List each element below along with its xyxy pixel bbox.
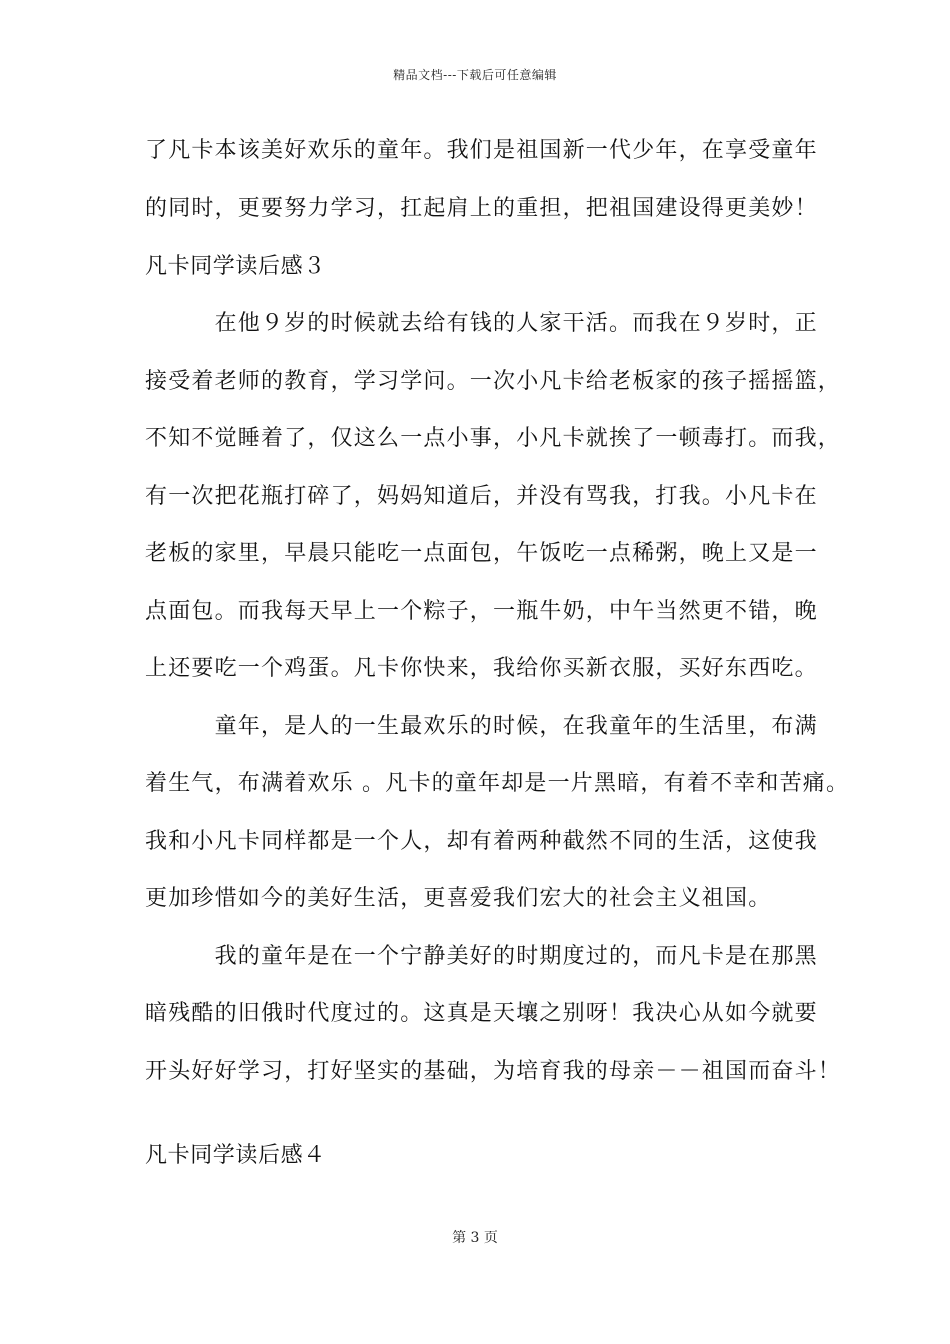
body-line: 不知不觉睡着了，仅这么一点小事，小凡卡就挨了一顿毒打。而我， [145,426,842,451]
body-line: 着生气，布满着欢乐 。凡卡的童年却是一片黑暗，有着不幸和苦痛。 [145,771,850,796]
body-line: 接受着老师的教育，学习学问。一次小凡卡给老板家的孩子摇摇篮， [145,369,842,394]
body-line: 的同时，更要努力学习，扛起肩上的重担，把祖国建设得更美妙！ [145,196,818,221]
body-line: 暗残酷的旧俄时代度过的。这真是天壤之别呀！我决心从如今就要 [145,1001,818,1026]
body-line: 开头好好学习，打好坚实的基础，为培育我的母亲－－祖国而奋斗！ [145,1059,842,1084]
page-header: 精品文档---下载后可任意编辑 [393,68,557,82]
body-line: 更加珍惜如今的美好生活，更喜爱我们宏大的社会主义祖国。 [145,886,772,911]
body-line: 点面包。而我每天早上一个粽子，一瓶牛奶，中午当然更不错，晚 [145,599,818,624]
body-line: 我和小凡卡同样都是一个人，却有着两种截然不同的生活，这使我 [145,829,818,854]
page-number: 第 3 页 [452,1230,498,1246]
section-heading: 凡卡同学读后感３ [145,254,326,279]
body-line: 在他９岁的时候就去给有钱的人家干活。而我在９岁时，正 [145,311,818,336]
body-line: 有一次把花瓶打碎了，妈妈知道后，并没有骂我，打我。小凡卡在 [145,484,818,509]
body-line: 童年，是人的一生最欢乐的时候，在我童年的生活里，布满 [145,714,818,739]
section-heading: 凡卡同学读后感４ [145,1143,326,1168]
body-line: 上还要吃一个鸡蛋。凡卡你快来，我给你买新衣服，买好东西吃。 [145,656,818,681]
body-line: 我的童年是在一个宁静美好的时期度过的，而凡卡是在那黑 [145,944,818,969]
body-line: 了凡卡本该美好欢乐的童年。我们是祖国新一代少年，在享受童年 [145,138,818,163]
body-line: 老板的家里，早晨只能吃一点面包，午饭吃一点稀粥，晚上又是一 [145,541,818,566]
